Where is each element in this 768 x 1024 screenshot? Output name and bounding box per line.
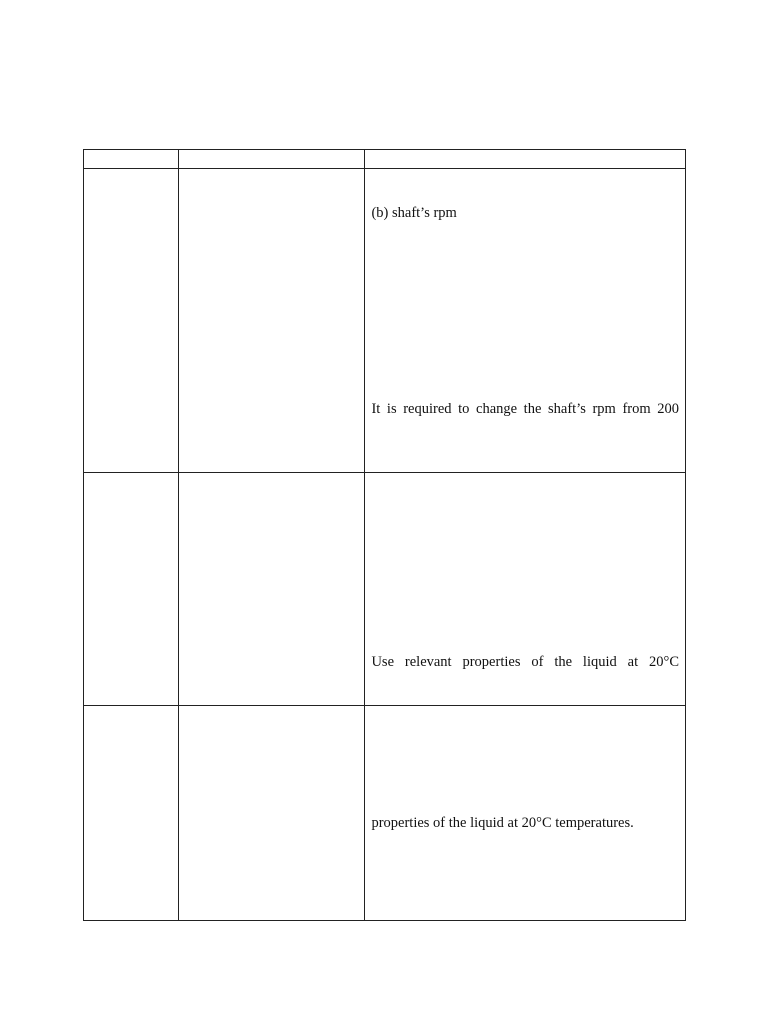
- table-cell: [179, 473, 365, 706]
- table-cell: [84, 169, 179, 473]
- question-text-line: properties of the liquid at 20°C temperatures.: [371, 815, 634, 831]
- table-cell-question-text: [365, 169, 686, 473]
- table-cell-question-text: [365, 706, 686, 921]
- table-cell: [84, 150, 179, 169]
- question-text-line: Use relevant properties of the liquid at 20°C: [371, 654, 679, 670]
- question-text-line: It is required to change the shaft’s rpm from 200: [371, 401, 679, 417]
- table-row-header: [84, 150, 686, 169]
- table-cell: [84, 706, 179, 921]
- question-table: [83, 149, 686, 921]
- table-cell: [179, 706, 365, 921]
- table-row: [84, 169, 686, 473]
- subquestion-label: (b) shaft’s rpm: [371, 205, 457, 221]
- table-cell-question-text: [365, 473, 686, 706]
- table-row: [84, 473, 686, 706]
- table-cell: [179, 169, 365, 473]
- table-row: [84, 706, 686, 921]
- table-cell: [179, 150, 365, 169]
- table-cell: [365, 150, 686, 169]
- table-cell: [84, 473, 179, 706]
